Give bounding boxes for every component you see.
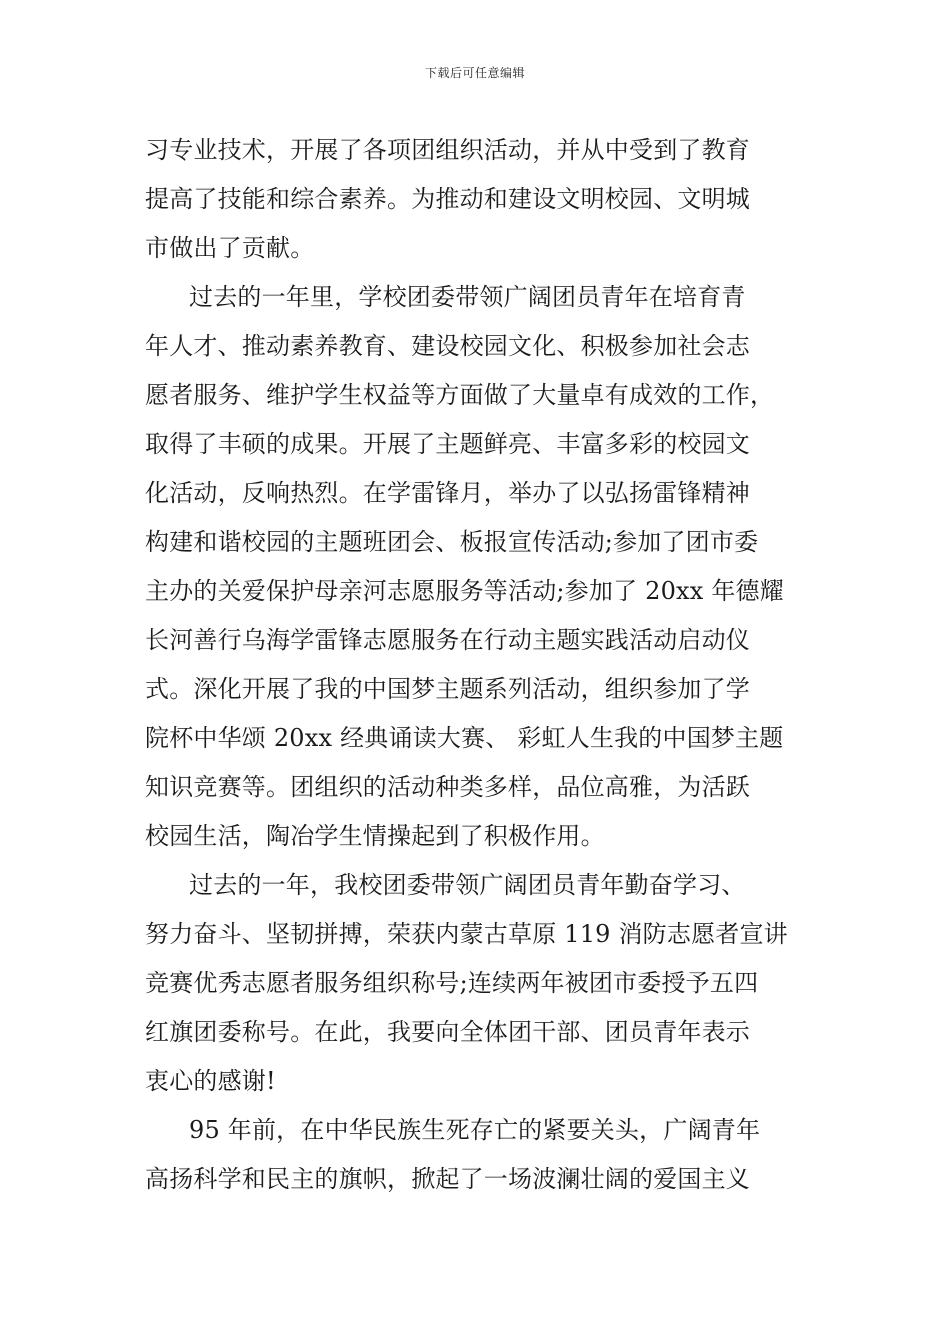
text-line: 竞赛优秀志愿者服务组织称号;连续两年被团市委授予五四 [145, 969, 759, 997]
text-line: 高扬科学和民主的旗帜，掀起了一场波澜壮阔的爱国主义 [145, 1165, 750, 1193]
text-line: 红旗团委称号。在此，我要向全体团干部、团员青年表示 [145, 1018, 750, 1046]
text-line: 提高了技能和综合素养。为推动和建设文明校园、文明城 [145, 185, 750, 213]
text-line: 化活动，反响热烈。在学雷锋月，举办了以弘扬雷锋精神 [145, 479, 750, 507]
text-line: 愿者服务、维护学生权益等方面做了大量卓有成效的工作， [145, 381, 775, 409]
text-line: 知识竞赛等。团组织的活动种类多样，品位高雅，为活跃 [145, 773, 750, 801]
text-line: 95 年前，在中华民族生死存亡的紧要关头，广阔青年 [189, 1116, 761, 1144]
text-line: 习专业技术，开展了各项团组织活动，并从中受到了教育 [145, 136, 750, 164]
text-line: 过去的一年里，学校团委带领广阔团员青年在培育青 [189, 283, 746, 311]
document-body [145, 126, 809, 1204]
text-line: 年人才、推动素养教育、建设校园文化、积极参加社会志 [145, 332, 750, 360]
text-line: 衷心的感谢! [145, 1067, 276, 1095]
text-line: 市做出了贡献。 [145, 234, 315, 262]
page-header: 下载后可任意编辑 [424, 66, 525, 80]
text-line: 过去的一年，我校团委带领广阔团员青年勤奋学习、 [189, 871, 746, 899]
text-line: 院杯中华颂 20xx 经典诵读大赛、 彩虹人生我的中国梦主题 [145, 724, 784, 752]
text-line: 校园生活，陶冶学生情操起到了积极作用。 [145, 822, 605, 850]
text-line: 构建和谐校园的主题班团会、板报宣传活动;参加了团市委 [145, 528, 759, 556]
text-line: 努力奋斗、坚韧拼搏，荣获内蒙古草原 119 消防志愿者宣讲 [145, 920, 788, 948]
text-line: 式。深化开展了我的中国梦主题系列活动，组织参加了学 [145, 675, 750, 703]
text-line: 取得了丰硕的成果。开展了主题鲜亮、丰富多彩的校园文 [145, 430, 750, 458]
text-line: 长河善行乌海学雷锋志愿服务在行动主题实践活动启动仪 [145, 626, 750, 654]
text-line: 主办的关爱保护母亲河志愿服务等活动;参加了 20xx 年德耀 [145, 577, 784, 605]
